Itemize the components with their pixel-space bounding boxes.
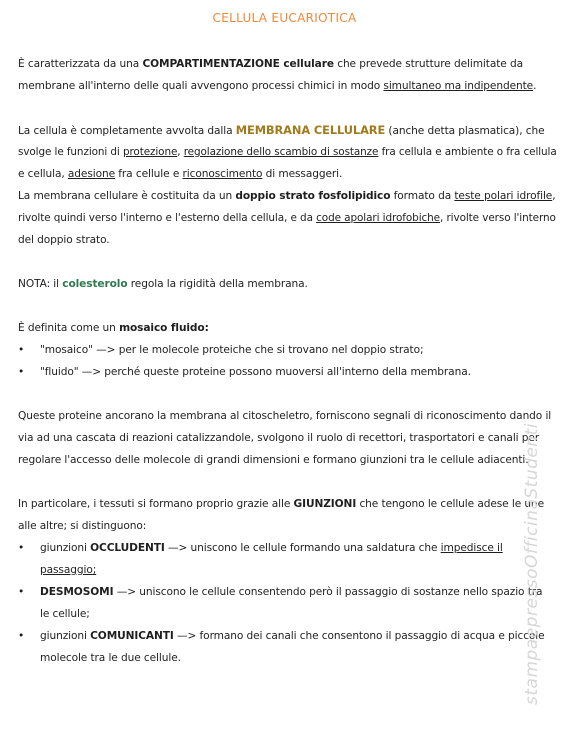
list-item-desmosomi-cont: le cellule; [40,608,90,620]
mosaico-fluido-term: mosaico fluido: [119,322,209,334]
compartimentazione-term: COMPARTIMENTAZIONE cellulare [142,58,334,70]
membrane-line-1: La cellula è completamente avvolta dalla MEMBRANA CELLULARE (anche detta plasmatica), che [18,123,545,137]
proteine-line-3: regolare l'accesso delle molecole di grandi dimensioni e formano giunzioni tra le cellule adiacenti. [18,454,529,466]
membrane-line-2: svolge le funzioni di protezione, regolazione dello scambio di sostanze fra cellula e ambiente o fra cellula [18,146,557,158]
intro-line-2: membrane all'interno delle quali avvengono processi chimici in modo simultaneo ma indipendente. [18,80,537,92]
list-item-fluido: "fluido" —> perché queste proteine possono muoversi all'interno della membrana. [40,366,471,378]
proteine-line-2: via ad una cascata di reazioni catalizzandole, svolgono il ruolo di recettori, trasportatori e canali per [18,432,540,444]
nota-line: NOTA: il colesterolo regola la rigidità della membrana. [18,278,308,290]
list-item-comunicanti-cont: molecole tra le due cellule. [40,652,181,664]
page-title: CELLULA EUCARIOTICA [212,11,357,25]
colesterolo-term: colesterolo [62,278,128,290]
bullet-desmosomi: • [18,586,25,598]
watermark: stampaepressoOfficinaStudenti [522,422,542,705]
list-item-occludenti: giunzioni OCCLUDENTI —> uniscono le cellule formando una saldatura che impedisce il [40,542,503,554]
bullet-fluido: • [18,366,25,378]
membrane-line-3: e cellula, adesione fra cellule e riconoscimento di messaggeri. [18,168,343,180]
membrane-line-5: rivolte quindi verso l'interno e l'esterno della cellula, e da code apolari idrofobiche, rivolte verso l'interno [18,212,556,224]
doppio-strato-term: doppio strato fosfolipidico [235,190,391,202]
list-item-occludenti-cont: passaggio; [40,564,97,576]
list-item-desmosomi: DESMOSOMI —> uniscono le cellule consentendo però il passaggio di sostanze nello spazio tra [40,586,543,598]
membrane-line-6: del doppio strato. [18,234,110,246]
list-item-mosaico: "mosaico" —> per le molecole proteiche che si trovano nel doppio strato; [40,344,424,356]
list-item-comunicanti: giunzioni COMUNICANTI —> formano dei canali che consentono il passaggio di acqua e piccole [40,630,545,642]
giunzioni-term: GIUNZIONI [293,498,357,510]
proteine-line-1: Queste proteine ancorano la membrana al citoscheletro, forniscono segnali di riconoscimento dando il [18,410,552,422]
bullet-occludenti: • [18,542,25,554]
mosaico-heading-line: È definita come un mosaico fluido: [18,322,209,334]
giunzioni-line-2: alle altre; si distinguono: [18,520,147,532]
giunzioni-line-1: In particolare, i tessuti si formano proprio grazie alle GIUNZIONI che tengono le cellule adese le une [18,498,545,510]
membrana-cellulare-term: MEMBRANA CELLULARE [235,123,386,137]
bullet-mosaico: • [18,344,25,356]
membrane-line-4: La membrana cellulare è costituita da un doppio strato fosfolipidico formato da teste polari idrofile, [18,190,556,202]
bullet-comunicanti: • [18,630,25,642]
intro-line-1: È caratterizzata da una COMPARTIMENTAZIONE cellulare che prevede strutture delimitate da [18,58,523,70]
